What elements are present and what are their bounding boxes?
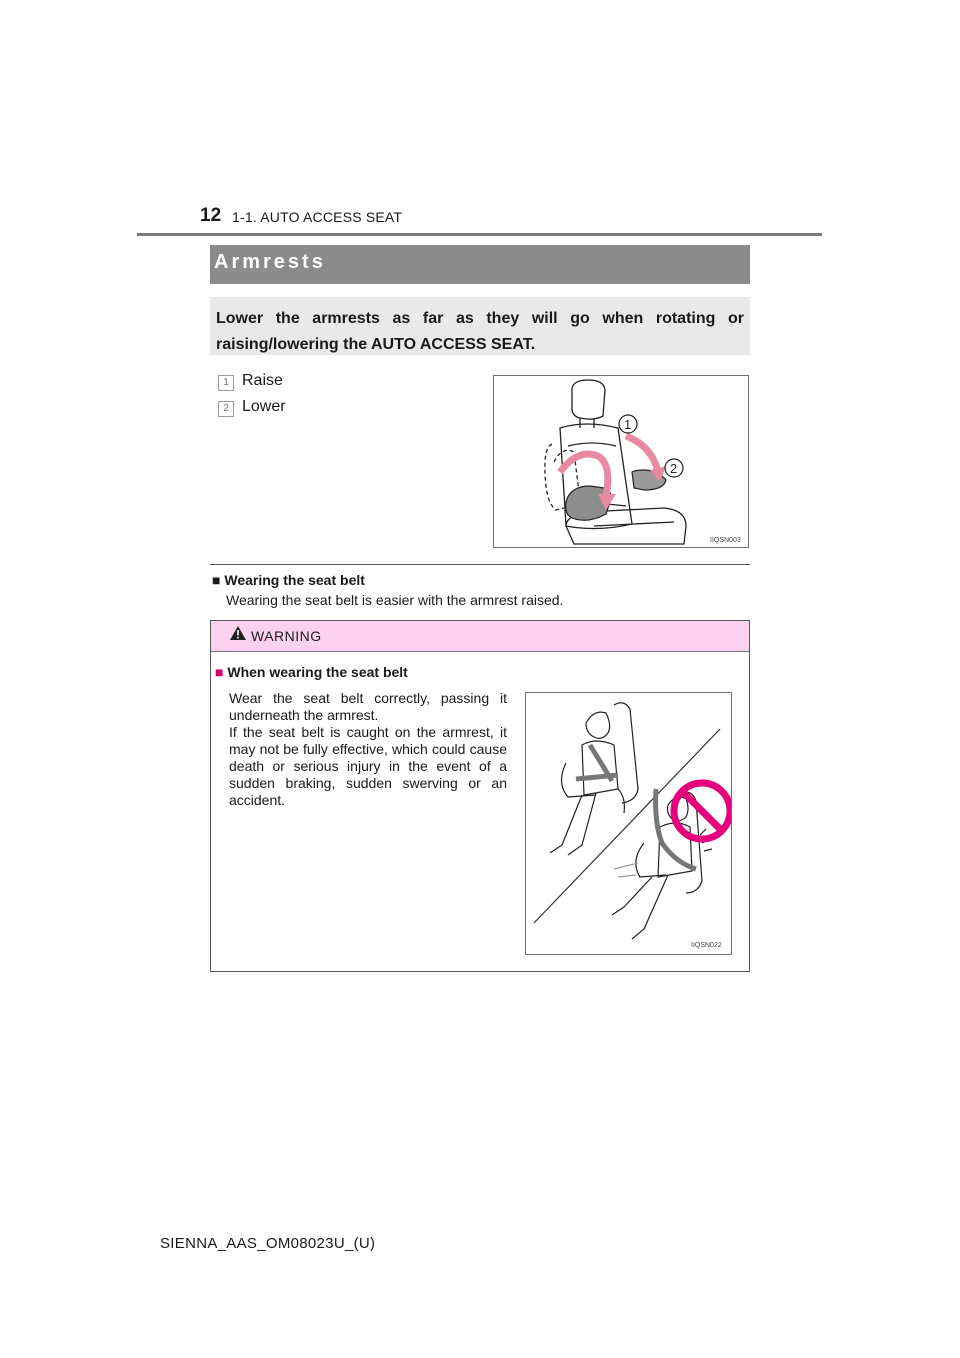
seat-armrest-illustration	[494, 376, 748, 547]
seatbelt-figure	[525, 692, 732, 955]
intro-text: Lower the armrests as far as they will go when rotating or raising/lowering the AUTO ACCESS SEAT.	[216, 310, 744, 353]
page-number: 12	[200, 205, 222, 226]
section-header: 1-1. AUTO ACCESS SEAT	[232, 209, 403, 225]
warning-subheading	[215, 664, 408, 680]
note-marker: ■	[212, 572, 221, 588]
warning-label: WARNING	[251, 628, 322, 644]
warning-body	[229, 690, 507, 809]
step-number-2: 2	[218, 401, 234, 417]
warning-triangle-icon	[229, 625, 247, 641]
warning-subheading-text: When wearing the seat belt	[227, 664, 408, 680]
document-footer: SIENNA_AAS_OM08023U_(U)	[160, 1235, 376, 1252]
warning-line-1: Wear the seat belt correctly, passing it underneath the armrest.	[229, 690, 507, 723]
figure2-caption: IIQSN022	[691, 942, 722, 949]
step-number-1: 1	[218, 375, 234, 391]
step-label-lower: Lower	[242, 398, 286, 415]
note-heading-text: Wearing the seat belt	[224, 572, 365, 588]
warning-line-2: If the seat belt is caught on the armrest, it may not be fully effective, which could cause death or serious injury in the event of a sudden braking, sudden swerving or an accident.	[229, 724, 507, 808]
header-rule	[137, 233, 822, 236]
figure1-caption: IIQSN003	[710, 537, 741, 544]
callout-2: 2	[670, 461, 678, 476]
callout-1: 1	[624, 417, 632, 432]
note-body: Wearing the seat belt is easier with the armrest raised.	[226, 592, 564, 608]
seatbelt-illustration	[526, 693, 731, 954]
section-rule	[210, 564, 750, 565]
warning-marker: ■	[215, 664, 224, 680]
note-heading	[212, 572, 365, 588]
armrest-figure	[493, 375, 749, 548]
step-label-raise: Raise	[242, 372, 283, 389]
page-title: Armrests	[214, 251, 326, 273]
